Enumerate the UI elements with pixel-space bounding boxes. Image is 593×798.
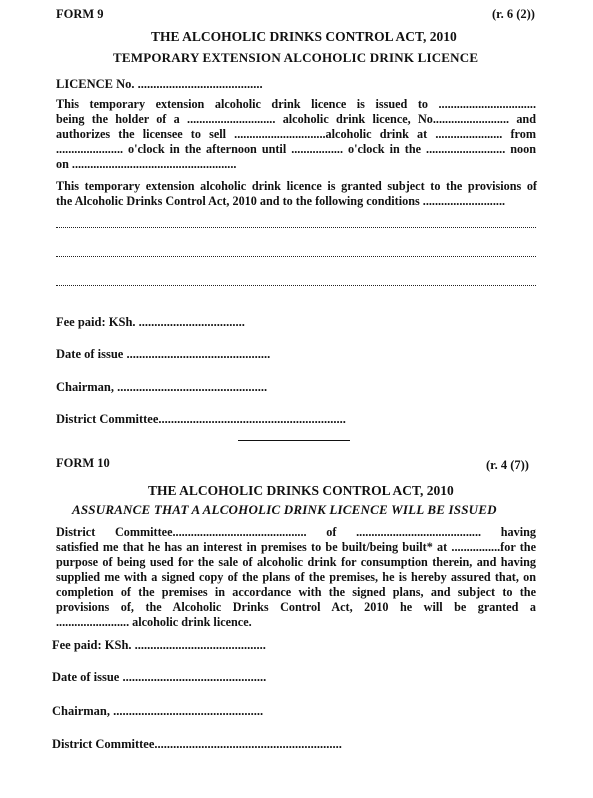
form10-para-line: District Committee............................................ of ......................................... having (56, 525, 536, 539)
form10-chairman-field: Chairman, ................................................ (52, 704, 264, 718)
form9-rule-reference: (r. 6 (2)) (492, 7, 535, 21)
form9-act-title: THE ALCOHOLIC DRINKS CONTROL ACT, 2010 (151, 29, 457, 44)
form9-para1-line: This temporary extension alcoholic drink licence is issued to ................................ (56, 97, 536, 111)
form9-conditions-line-1 (56, 227, 536, 228)
form10-district-committee-field: District Committee............................................................ (52, 737, 342, 751)
form9-para1-line: being the holder of a ............................. alcoholic drink licence, No......................... and (56, 112, 536, 126)
form9-district-committee-field: District Committee............................................................ (56, 412, 346, 426)
form9-conditions-line-2 (56, 256, 536, 257)
form9-para1-line: ...................... o'clock in the afternoon until ................. o'clock in the .......................... noon (56, 142, 536, 156)
form9-chairman-field: Chairman, ................................................ (56, 380, 268, 394)
form9-licence-number-field: LICENCE No. ........................................ (56, 77, 263, 91)
form9-conditions-line-3 (56, 285, 536, 286)
form10-para-line: satisfied me that he has an interest in premises to be built/being built* at ................for the (56, 540, 536, 554)
form10-number: FORM 10 (56, 456, 110, 470)
form10-para-line: supplied me with a signed copy of the plans of the premises, he is hereby assured that, on (56, 570, 536, 584)
form9-issuance-paragraph (56, 97, 536, 172)
form9-fee-paid-field: Fee paid: KSh. .................................. (56, 315, 245, 329)
form10-para-line: ........................ alcoholic drink licence. (56, 615, 252, 629)
form10-act-title: THE ALCOHOLIC DRINKS CONTROL ACT, 2010 (148, 483, 454, 498)
form10-para-line: provisions of, the Alcoholic Drinks Control Act, 2010 he will be granted a (56, 600, 536, 614)
form10-rule-reference: (r. 4 (7)) (486, 458, 529, 472)
form9-para2-line: This temporary extension alcoholic drink licence is granted subject to the provisions of (56, 179, 537, 193)
form9-title: TEMPORARY EXTENSION ALCOHOLIC DRINK LICENCE (113, 50, 479, 65)
form10-para-line: completion of the premises in accordance with the signed plans, and subject to the (56, 585, 536, 599)
form10-title: ASSURANCE THAT A ALCOHOLIC DRINK LICENCE WILL BE ISSUED (72, 502, 497, 517)
form10-fee-paid-field: Fee paid: KSh. .......................................... (52, 638, 266, 652)
form10-para-line: purpose of being used for the sale of alcoholic drink for consumption therein, and having (56, 555, 536, 569)
form9-date-of-issue-field: Date of issue .............................................. (56, 347, 271, 361)
form9-para1-line: on ...................................................... (56, 157, 237, 171)
form9-conditions-paragraph (56, 179, 537, 209)
form9-number: FORM 9 (56, 7, 104, 21)
form9-para2-line: the Alcoholic Drinks Control Act, 2010 and to the following conditions ........................... (56, 194, 506, 208)
section-divider (238, 440, 350, 441)
form10-date-of-issue-field: Date of issue .............................................. (52, 670, 267, 684)
form10-assurance-paragraph (56, 525, 536, 630)
form9-para1-line: authorizes the licensee to sell ..............................alcoholic drink at ...................... from (56, 127, 536, 141)
